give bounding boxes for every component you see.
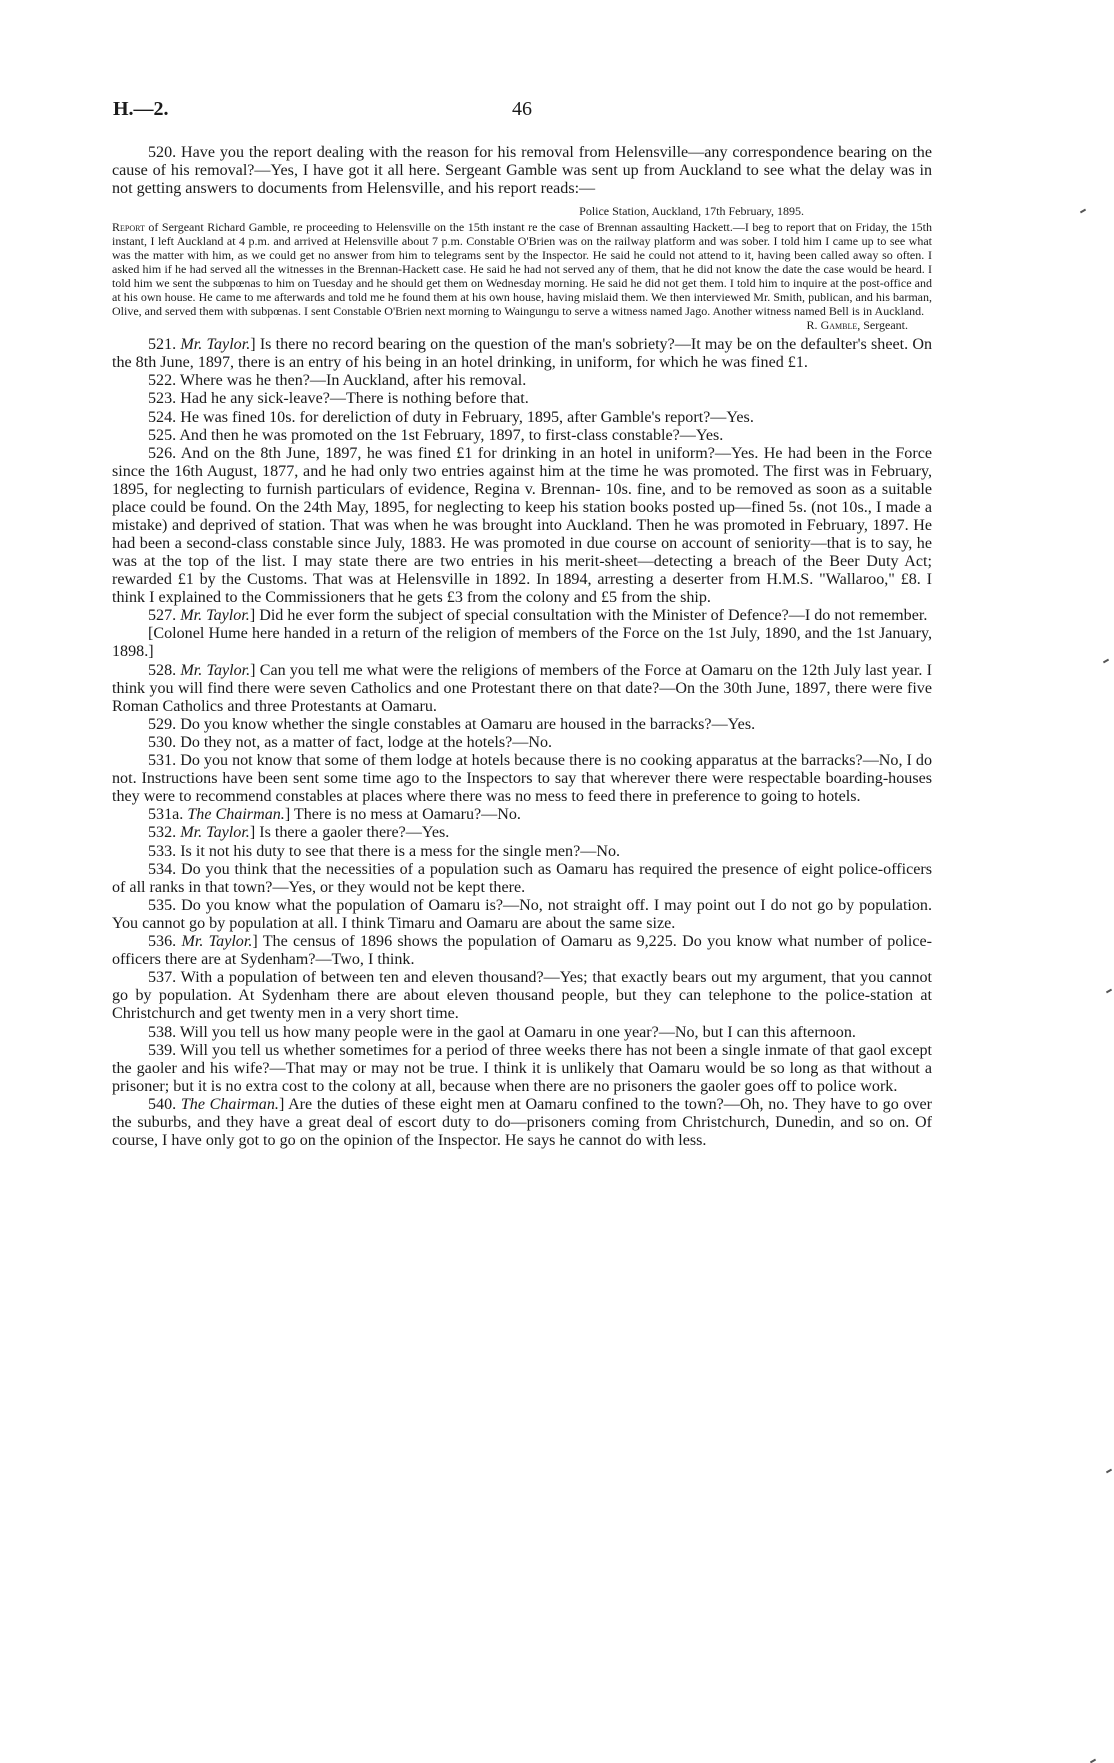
speaker: Mr. Taylor. (180, 661, 251, 679)
question-number: 527. (148, 607, 177, 625)
page-number: 46 (512, 98, 532, 120)
question-526 (112, 445, 932, 607)
question-521 (112, 336, 932, 372)
question-text: Where was he then?—In Auckland, after his removal. (179, 372, 527, 390)
question-text: Will you tell us how many people were in the gaol at Oamaru in one year?—No, but I can this afternoon. (179, 1023, 856, 1041)
question-number: 529. (148, 715, 177, 733)
question-534 (112, 861, 932, 897)
question-text: ] The census of 1896 shows the population of Oamaru as 9,225. Do you know what number of police-officers there are at Sydenham?—Two, I think. (112, 933, 932, 969)
question-text: Had he any sick-leave?—There is nothing before that. (180, 390, 529, 408)
question-number: 520. (148, 144, 177, 161)
question-text: ] Did he ever form the subject of special consultation with the Minister of Defence?—I do not remember. (249, 607, 928, 625)
scan-speck (1106, 1469, 1112, 1474)
question-number: 536. (148, 933, 177, 951)
signature-rank: , Sergeant. (857, 318, 908, 332)
question-531a (112, 806, 932, 824)
question-number: 540. (148, 1095, 177, 1113)
question-number: 523. (148, 390, 177, 408)
speaker: Mr. Taylor. (181, 933, 253, 951)
question-number: 531. (148, 752, 177, 770)
scan-speck (1090, 1759, 1096, 1763)
question-text: Do you know whether the single constables at Oamaru are housed in the barracks?—Yes. (180, 715, 756, 733)
question-number: 534. (148, 860, 177, 878)
report-title: Report (112, 220, 145, 234)
question-531 (112, 752, 932, 806)
speaker: Mr. Taylor. (180, 336, 251, 353)
document-reference: H.—2. (113, 98, 169, 120)
question-text: Have you the report dealing with the reason for his removal from Helensville—any correspondence bearing on the cause of his removal?—Yes, I have got it all here. Sergeant Gamble was sent up from Auckland to see what the delay was in not getting answers to documents from Helensville, and his report reads:— (112, 144, 932, 197)
question-522 (112, 372, 932, 390)
question-number: 528. (148, 661, 177, 679)
question-number: 535. (148, 897, 177, 914)
question-528 (112, 662, 932, 716)
question-527 (112, 607, 932, 625)
page-body (112, 144, 932, 1150)
question-number: 532. (148, 824, 177, 842)
question-533 (112, 843, 932, 861)
question-number: 525. (148, 426, 177, 444)
question-number: 524. (148, 408, 177, 426)
question-number: 522. (148, 372, 177, 390)
question-text: Is it not his duty to see that there is a mess for the single men?—No. (180, 842, 621, 860)
question-539 (112, 1042, 932, 1096)
speaker: Mr. Taylor. (180, 824, 250, 842)
signature-name: Gamble (820, 318, 858, 332)
report-heading: Police Station, Auckland, 17th February, 1895. (579, 204, 804, 218)
speaker: The Chairman. (180, 1095, 279, 1113)
question-523 (112, 390, 932, 408)
question-text: Do they not, as a matter of fact, lodge at the hotels?—No. (180, 733, 553, 751)
question-537 (112, 969, 932, 1023)
question-text: ] Is there a gaoler there?—Yes. (249, 824, 450, 842)
question-text: And on the 8th June, 1897, he was fined £1 for drinking in an hotel in uniform?—Yes. He had been in the Force since the 16th August, 1877, and he had only two entries against him at the time he was promoted. The first was in February, 1895, for neglecting to furnish particulars of evidence, Regina v. Brennan- 10s. fine, and to be removed as soon as a suitable place could be found. On the 24th May, 1895, for neglecting to keep his station books posted up—fined 5s. (not 10s., I made a mistake) and deprived of station. That was when he was brought into Auckland. Then he was promoted in February, 1897. He had been a second-class constable since July, 1883. He was promoted in due course on account of seniority—that is to say, he was at the top of the list. I may state there are two entries in his merit-sheet—detecting a breach of the Beer Duty Act; rewarded £1 by the Customs. That was at Helensville in 1892. In 1894, arresting a deserter from H.M.S. "Wallaroo," £8. I think I explained to the Commissioners that he gets £3 from the colony and £5 from the ship. (112, 444, 932, 606)
question-number: 538. (148, 1023, 177, 1041)
question-number: 526. (148, 444, 177, 462)
sergeant-report (112, 204, 932, 332)
question-text: He was fined 10s. for dereliction of duty in February, 1895, after Gamble's report?—Yes. (180, 408, 754, 426)
question-text: Will you tell us whether sometimes for a period of three weeks there has not been a single inmate of that gaol except the gaoler and his wife?—That may or may not be true. I think it is unlikely that Oamaru would be so long as that without a prisoner; but it is no extra cost to the colony at all, because when there are no prisoners the gaoler goes off to police work. (112, 1041, 933, 1095)
question-530 (112, 734, 932, 752)
question-535 (112, 897, 932, 933)
report-body (112, 220, 932, 332)
question-text: ] Are the duties of these eight men at Oamaru confined to the town?—Oh, no. They have to go over the suburbs, and they have a great deal of escort duty to do—prisoners coming from Christchurch, Dunedin, and so on. Of course, I have only got to go on the opinion of the Inspector. He says he cannot do with less. (112, 1095, 932, 1149)
question-525 (112, 427, 932, 445)
question-number: 533. (148, 842, 177, 860)
question-text: Do you know what the population of Oamaru is?—No, not straight off. I may point out I do not go by population. You cannot go by population at all. I think Timaru and Oamaru are about the same size. (112, 897, 932, 932)
speaker: The Chairman. (187, 806, 285, 824)
scan-speck (1080, 209, 1086, 214)
question-540 (112, 1096, 932, 1150)
question-text: ] Can you tell me what were the religions of members of the Force at Oamaru on the 12th July last year. I think you will find there were seven Catholics and one Protestant there on that date?—On the 30th June, 1897, there were five Roman Catholics and three Protestants at Oamaru. (112, 661, 932, 715)
question-text: ] Is there no record bearing on the question of the man's sobriety?—It may be on the defaulter's sheet. On the 8th June, 1897, there is an entry of his being in an hotel drinking, in uniform, for which he was fined £1. (112, 336, 933, 371)
report-signature (807, 318, 932, 332)
question-number: 521. (148, 336, 177, 353)
scan-speck (1103, 659, 1109, 664)
question-520 (112, 144, 932, 198)
question-number: 530. (148, 733, 177, 751)
question-532 (112, 824, 932, 842)
question-text: And then he was promoted on the 1st February, 1897, to first-class constable?—Yes. (179, 426, 724, 444)
question-text: ] There is no mess at Oamaru?—No. (284, 806, 521, 824)
scan-speck (1106, 989, 1112, 994)
question-529 (112, 716, 932, 734)
speaker: Mr. Taylor. (180, 607, 250, 625)
editorial-note: [Colonel Hume here handed in a return of the religion of members of the Force on the 1st July, 1890, and the 1st January, 1898.] (112, 625, 932, 661)
signature-initial: R. (806, 318, 821, 332)
question-number: 531a. (148, 806, 184, 824)
question-number: 537. (148, 969, 177, 987)
question-number: 539. (148, 1041, 177, 1059)
question-text: Do you not know that some of them lodge at hotels because there is no cooking apparatus at the barracks?—No, I do not. Instructions have been sent some time ago to the Inspectors to say that wherever there were respectable boarding-houses they were to recommend constables at places where there was no mess to feed there in preference to going to hotels. (112, 752, 932, 806)
question-text: With a population of between ten and eleven thousand?—Yes; that exactly bears out my argument, that you cannot go by population. At Sydenham there are about eleven thousand people, but they can telephone to the police-station at Christchurch and get twenty men in a very short time. (112, 969, 933, 1023)
question-538 (112, 1024, 932, 1042)
question-536 (112, 933, 932, 969)
question-524 (112, 409, 932, 427)
report-text: of Sergeant Richard Gamble, re proceeding to Helensville on the 15th instant re the case of Brennan assaulting Hackett.—I beg to report that on Friday, the 15th instant, I left Auckland at 4 p.m. and arrived at Helensville about 7 p.m. Constable O'Brien was on the railway platform and was sober. I told him I came up to see what was the matter with him, as we could get no answer from him to telegrams sent by the Inspector. He said he could not attend to it, having been called away so often. I asked him if he had served all the witnesses in the Brennan-Hackett case. He said he had not served any of them, that he did not know the date the case would be heard. I told him we sent the subpœnas to him on Tuesday and he should get them on Wednesday morning. He said he did not get them. I told him to inquire at the post-office and at his own house. He came to me afterwards and told me he found them at his own house, having mislaid them. We then interviewed Mr. Smith, publican, and his barman, Olive, and served them with subpœnas. I sent Constable O'Brien next morning to Waingungu to serve a witness named Jago. Another witness named Bell is in Auckland. (112, 220, 932, 318)
question-text: Do you think that the necessities of a population such as Oamaru has required the presence of eight police-officers of all ranks in that town?—Yes, or they would not be kept there. (112, 860, 933, 896)
